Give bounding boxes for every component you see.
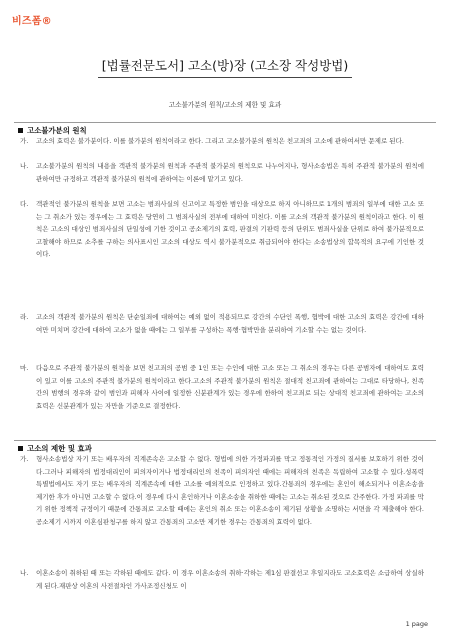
section-heading-limits: 고소의 제한 및 효과 xyxy=(18,443,92,454)
paragraph-item xyxy=(20,362,424,412)
paragraph-item xyxy=(20,160,424,185)
paragraph-text: 다음으로 주관적 불가분의 원칙을 보면 친고죄의 공범 중 1인 또는 수인에 대한 고소 또는 그 취소의 경우는 다른 공범자에 대하여도 효력이 있고 이를 고소의 주관적 불가분의 원칙이라고 한다.고소의 주관적 불가분의 원칙은 절대적 친고죄에 관하여는 그대로 타당하나, 친족 간의 범행의 경우와 같이 범인과 피해자 사이에 일정한 신분관계가 있는 경우에 한하여 친고죄로 되는 상대적 친고죄에 관하여는 고소의 효력은 신분관계가 있는 자만을 기준으로 결정한다. xyxy=(36,364,424,410)
paragraph-label: 다. xyxy=(20,200,29,208)
paragraph-text: 고소의 효력은 불가분이다. 이를 불가분의 원칙이라고 한다. 그리고 고소불가분의 원칙은 친고죄의 고소에 관하여서만 문제로 된다. xyxy=(36,137,404,145)
square-bullet-icon xyxy=(18,128,23,133)
page-title: [법률전문도서] 고소(방)장 (고소장 작성방법) xyxy=(101,58,349,73)
title-underline xyxy=(98,77,352,78)
section-divider xyxy=(14,440,436,441)
section-divider xyxy=(14,122,436,123)
paragraph-item xyxy=(20,135,424,148)
paragraph-item xyxy=(20,198,424,261)
paragraph-label: 나. xyxy=(20,162,29,170)
paragraph-text: 객관적인 불가분의 원칙을 보면 고소는 범죄사실의 신고이고 특정한 범인을 대상으로 하지 아니하므로 1개의 범죄의 일부에 대한 고소 또는 그 취소가 있는 경우에는 그 효력은 당연히 그 범죄사실의 전부에 대하여 미친다. 이를 고소의 객관적 불가분의 원칙이라고 한다. 이 원칙은 고소의 대상인 범죄사실의 단일성에 기한 것이고 공소제기의 효력, 판결의 기판력 등의 단위도 범죄사실을 단위로 하여 불가분적으로 고찰해야 하므로 소추를 구하는 의사표시인 고소의 대상도 역시 불가분적으로 취급되어야 한다는 소송법상의 합목적의 요구에 기인한 것이다. xyxy=(36,200,424,259)
bizforms-logo: 비즈폼® xyxy=(12,16,52,27)
paragraph-text: 고소불가분의 원칙의 내용을 객관적 불가분의 원칙과 주관적 불가분의 원칙으로 나누어지나, 형사소송법은 특히 주관적 불가분의 원칙에 관하여만 규정하고 객관적 불가분의 원칙에 관하여는 이론에 맡기고 있다. xyxy=(36,162,424,183)
paragraph-label: 가. xyxy=(20,137,29,145)
paragraph-label: 나. xyxy=(20,569,29,577)
title-block xyxy=(60,58,390,78)
paragraph-label: 마. xyxy=(20,364,29,372)
paragraph-text: 이혼소송이 취하된 때 또는 각하된 때에도 같다. 이 경우 이혼소송의 취하·각하는 제1심 판결선고 후일지라도 고소효력은 소급하여 상실하게 된다.재판상 이혼의 사전절차인 가사조정신청도 이 xyxy=(36,569,424,590)
paragraph-text: 형사소송법상 자기 또는 배우자의 직계존속은 고소할 수 없다. 형법에 의한 가정파괴를 막고 정통적인 가정의 질서를 보호하기 위한 것이다.그러나 피해자의 법정대리인이 피의자이거나 법정대리인의 친족이 피의자인 때에는 피해자의 친족은 독립하여 고소할 수 있다.성폭력특별법에서도 자기 또는 배우자의 직계존속에 대한 고소를 예외적으로 인정하고 있다.간통죄의 경우에는 혼인이 해소되거나 이혼소송을 제기한 후가 아니면 고소할 수 없다.이 경우에 다시 혼인하거나 이혼소송을 취하한 때에는 고소는 취소된 것으로 간주한다. 가정 파괴를 막기 위한 정책적 규정이기 때문에 간통죄로 고소할 때에는 혼인의 취소 또는 이혼소송이 제기된 상황을 소명하는 서면을 각 제출해야 한다.공소제기 시까지 이혼심판청구를 하지 않고 간통죄의 고소만 제기한 경우는 간통죄의 효력이 없다. xyxy=(36,455,424,526)
square-bullet-icon xyxy=(18,446,23,451)
paragraph-item xyxy=(20,453,424,529)
paragraph-label: 라. xyxy=(20,313,29,321)
paragraph-item xyxy=(20,567,424,592)
paragraph-text: 고소의 객관적 불가분의 원칙은 단순일죄에 대하여는 예외 없이 적용되므로 강간의 수단인 폭행, 협박에 대한 고소의 효력은 강간에 대하여만 미치며 강간에 대하여 고소가 없을 때에는 그 일부를 구성하는 폭행·협박만을 분리하여 기소할 수는 없는 것이다. xyxy=(36,313,424,334)
page-subtitle: 고소불가분의 원칙/고소의 제한 및 효과 xyxy=(168,101,282,109)
paragraph-label: 가. xyxy=(20,455,29,463)
section-heading-indivisibility: 고소불가분의 원칙 xyxy=(18,125,87,136)
paragraph-item xyxy=(20,311,424,336)
page-number: 1 page xyxy=(405,620,428,628)
